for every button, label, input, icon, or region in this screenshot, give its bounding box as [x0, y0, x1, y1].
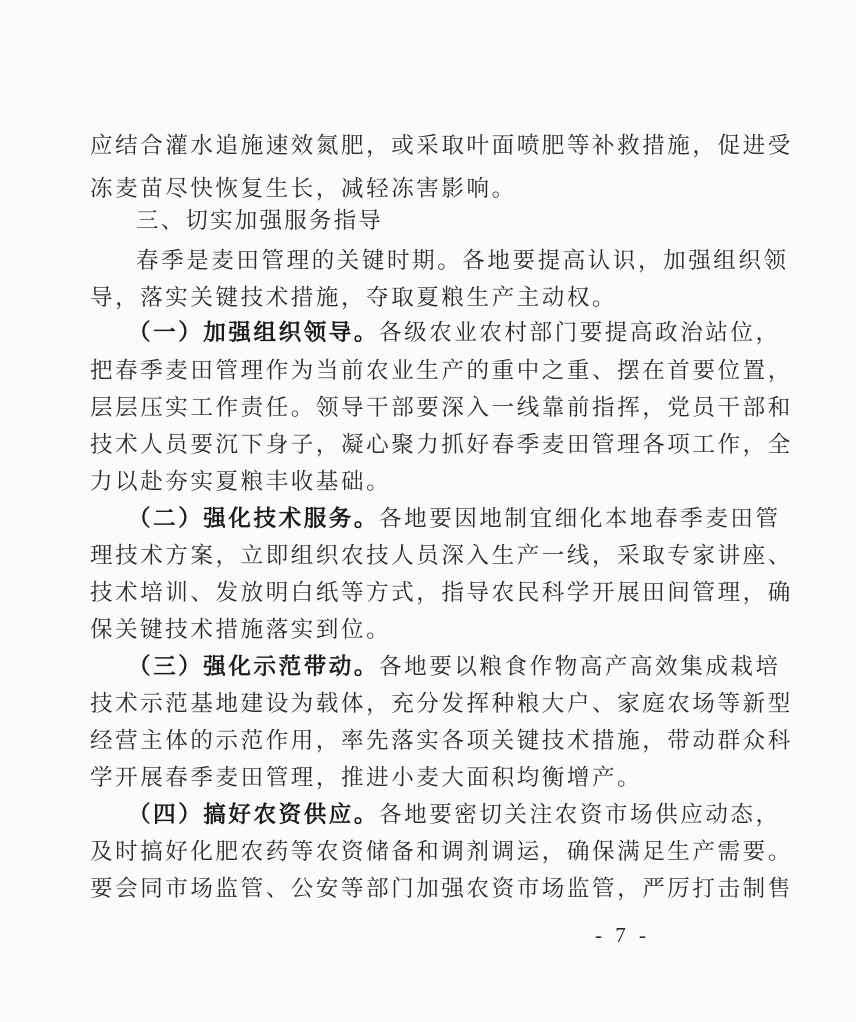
line-text: 技术培训、发放明白纸等方式，指导农民科学开展田间管理，确 [90, 580, 793, 606]
text-line [0, 246, 856, 276]
text-line [0, 578, 810, 608]
line-text: 保关键技术措施落实到位。 [90, 617, 392, 643]
text-line [0, 467, 810, 497]
line-text: 理技术方案，立即组织农技人员深入生产一线，采取专家讲座、 [90, 543, 793, 569]
text-line [0, 356, 810, 386]
text-line [0, 837, 810, 867]
text-line [0, 763, 810, 793]
text-line [0, 615, 810, 645]
subheading: （四）搞好农资供应。 [128, 802, 380, 828]
line-text: 层层压实工作责任。领导干部要深入一线靠前指挥，党员干部和 [90, 395, 793, 421]
text-line [0, 504, 848, 534]
section-heading [0, 206, 856, 236]
page-number: - 7 - [595, 923, 650, 947]
line-text: 要会同市场监管、公安等部门加强农资市场监管，严厉打击制售 [90, 876, 793, 902]
text-line [0, 800, 848, 830]
text-line [0, 874, 810, 904]
line-text: 冻麦苗尽快恢复生长，减轻冻害影响。 [90, 176, 517, 202]
line-text: 经营主体的示范作用，率先落实各项关键技术措施，带动群众科 [90, 728, 793, 754]
line-text: 导，落实关键技术措施，夺取夏粮生产主动权。 [90, 285, 618, 311]
text-line [0, 430, 810, 460]
line-text: 应结合灌水追施速效氮肥，或采取叶面喷肥等补救措施，促进受 [90, 133, 793, 159]
line-text: 技术示范基地建设为载体，充分发挥种粮大户、家庭农场等新型 [90, 691, 793, 717]
text-line [0, 318, 848, 348]
text-line [0, 689, 810, 719]
line-text: 力以赴夯实夏粮丰收基础。 [90, 469, 392, 495]
text-line [0, 174, 810, 204]
text-line [0, 652, 848, 682]
line-text: 把春季麦田管理作为当前农业生产的重中之重、摆在首要位置， [90, 358, 793, 384]
text-line [0, 726, 810, 756]
line-text: 各地要因地制宜细化本地春季麦田管 [379, 506, 781, 532]
line-text: 技术人员要沉下身子，凝心聚力抓好春季麦田管理各项工作，全 [90, 432, 793, 458]
subheading: （三）强化示范带动。 [128, 654, 380, 680]
subheading: （二）强化技术服务。 [128, 506, 380, 532]
line-text: 及时搞好化肥农药等农资储备和调剂调运，确保满足生产需要。 [90, 839, 793, 865]
text-line [0, 283, 810, 313]
text-line [0, 541, 810, 571]
text-line [0, 131, 810, 161]
section-heading-text: 三、切实加强服务指导 [136, 208, 384, 234]
line-text: 各级农业农村部门要提高政治站位， [379, 320, 781, 346]
line-text: 学开展春季麦田管理，推进小麦大面积均衡增产。 [90, 765, 643, 791]
text-line [0, 393, 810, 423]
line-text: 各地要以粮食作物高产高效集成栽培 [379, 654, 781, 680]
line-text: 各地要密切关注农资市场供应动态， [379, 802, 781, 828]
subheading: （一）加强组织领导。 [128, 320, 380, 346]
line-text: 春季是麦田管理的关键时期。各地要提高认识，加强组织领 [136, 248, 789, 274]
